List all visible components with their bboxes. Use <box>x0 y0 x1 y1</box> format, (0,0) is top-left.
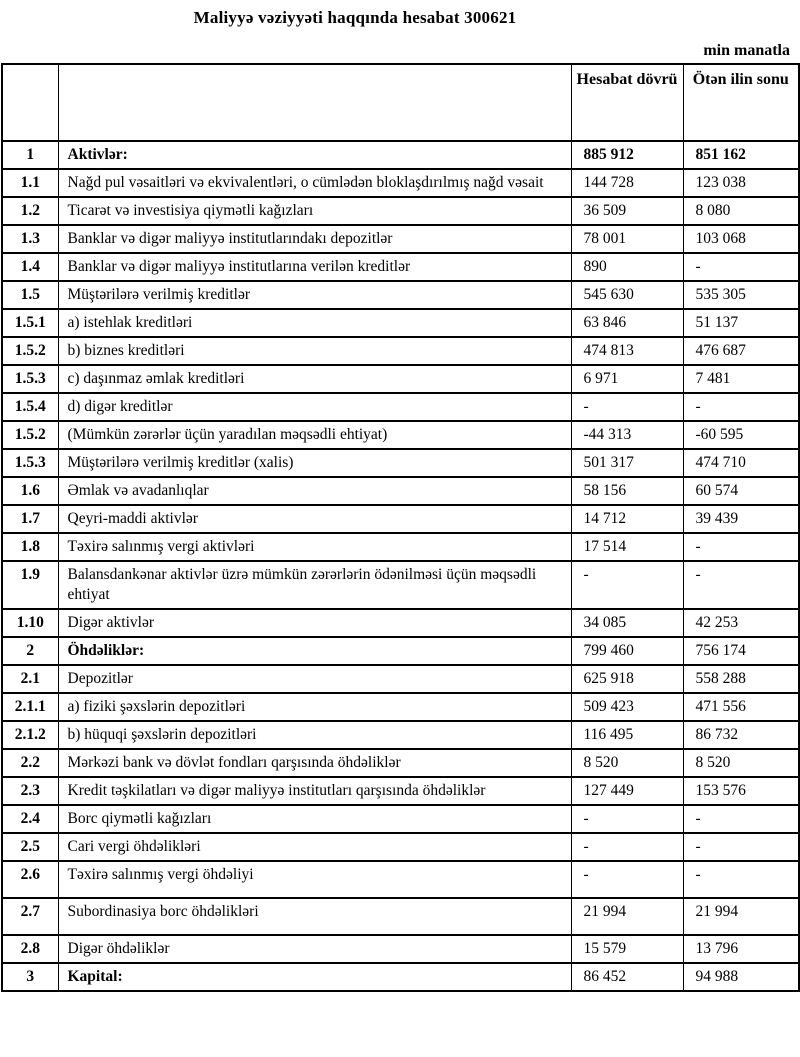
row-previous-value: 558 288 <box>683 665 799 693</box>
table-body <box>2 141 799 991</box>
row-label: Öhdəliklər: <box>58 637 571 665</box>
row-current-value: 885 912 <box>571 141 683 169</box>
row-previous-value: 7 481 <box>683 365 799 393</box>
row-previous-value: - <box>683 253 799 281</box>
table-row <box>2 609 799 637</box>
row-previous-value: 42 253 <box>683 609 799 637</box>
report-page <box>0 8 800 992</box>
row-current-value: - <box>571 561 683 609</box>
row-current-value: -44 313 <box>571 421 683 449</box>
row-previous-value: 8 520 <box>683 749 799 777</box>
row-previous-value: 51 137 <box>683 309 799 337</box>
row-label: d) digər kreditlər <box>58 393 571 421</box>
table-row <box>2 898 799 935</box>
table-row <box>2 393 799 421</box>
table-row <box>2 449 799 477</box>
table-row <box>2 505 799 533</box>
row-number: 2.5 <box>2 833 58 861</box>
row-current-value: 8 520 <box>571 749 683 777</box>
row-number: 1.5 <box>2 281 58 309</box>
row-previous-value: 471 556 <box>683 693 799 721</box>
row-previous-value: 86 732 <box>683 721 799 749</box>
header-label-cell <box>58 64 571 141</box>
row-label: Digər aktivlər <box>58 609 571 637</box>
row-number: 1.7 <box>2 505 58 533</box>
row-number: 1.3 <box>2 225 58 253</box>
table-row <box>2 197 799 225</box>
row-label: a) fiziki şəxslərin depozitləri <box>58 693 571 721</box>
table-row <box>2 861 799 898</box>
row-current-value: 890 <box>571 253 683 281</box>
row-number: 1.5.2 <box>2 337 58 365</box>
row-current-value: 86 452 <box>571 963 683 991</box>
row-previous-value: - <box>683 805 799 833</box>
row-label: b) biznes kreditləri <box>58 337 571 365</box>
table-row <box>2 365 799 393</box>
row-label: (Mümkün zərərlər üçün yaradılan məqsədli ehtiyat) <box>58 421 571 449</box>
row-current-value: 474 813 <box>571 337 683 365</box>
row-previous-value: 535 305 <box>683 281 799 309</box>
row-label: a) istehlak kreditləri <box>58 309 571 337</box>
report-title: Maliyyə vəziyyəti haqqında hesabat 300621 <box>193 8 517 27</box>
row-previous-value: 94 988 <box>683 963 799 991</box>
row-number: 1.4 <box>2 253 58 281</box>
row-number: 1.8 <box>2 533 58 561</box>
row-number: 2.1.1 <box>2 693 58 721</box>
row-number: 1.10 <box>2 609 58 637</box>
row-previous-value: 123 038 <box>683 169 799 197</box>
row-number: 2.2 <box>2 749 58 777</box>
row-current-value: 34 085 <box>571 609 683 637</box>
row-number: 2.6 <box>2 861 58 898</box>
row-label: Qeyri-maddi aktivlər <box>58 505 571 533</box>
row-current-value: 625 918 <box>571 665 683 693</box>
row-number: 2 <box>2 637 58 665</box>
row-current-value: 58 156 <box>571 477 683 505</box>
row-previous-value: 103 068 <box>683 225 799 253</box>
row-previous-value: - <box>683 393 799 421</box>
row-label: Müştərilərə verilmiş kreditlər <box>58 281 571 309</box>
table-row <box>2 533 799 561</box>
row-current-value: 63 846 <box>571 309 683 337</box>
row-previous-value: 39 439 <box>683 505 799 533</box>
row-label: Müştərilərə verilmiş kreditlər (xalis) <box>58 449 571 477</box>
table-row <box>2 253 799 281</box>
row-label: Əmlak və avadanlıqlar <box>58 477 571 505</box>
row-label: Təxirə salınmış vergi öhdəliyi <box>58 861 571 898</box>
table-row <box>2 935 799 963</box>
row-previous-value: 851 162 <box>683 141 799 169</box>
row-current-value: - <box>571 805 683 833</box>
table-row <box>2 833 799 861</box>
row-current-value: - <box>571 393 683 421</box>
row-previous-value: - <box>683 533 799 561</box>
row-number: 1.5.3 <box>2 449 58 477</box>
row-label: Kapital: <box>58 963 571 991</box>
table-row <box>2 169 799 197</box>
row-current-value: - <box>571 833 683 861</box>
row-current-value: 799 460 <box>571 637 683 665</box>
table-row <box>2 749 799 777</box>
row-current-value: 6 971 <box>571 365 683 393</box>
row-number: 2.3 <box>2 777 58 805</box>
row-previous-value: 476 687 <box>683 337 799 365</box>
table-row <box>2 225 799 253</box>
row-label: Subordinasiya borc öhdəlikləri <box>58 898 571 935</box>
row-previous-value: 8 080 <box>683 197 799 225</box>
table-row <box>2 693 799 721</box>
row-label: Balansdankənar aktivlər üzrə mümkün zərərlərin ödənilməsi üçün məqsədli ehtiyat <box>58 561 571 609</box>
unit-note: min manatla <box>703 42 790 59</box>
row-number: 1.5.1 <box>2 309 58 337</box>
table-row <box>2 281 799 309</box>
row-number: 1.6 <box>2 477 58 505</box>
row-label: Banklar və digər maliyyə institutlarındakı depozitlər <box>58 225 571 253</box>
row-number: 1.5.3 <box>2 365 58 393</box>
row-previous-value: - <box>683 561 799 609</box>
row-previous-value: 474 710 <box>683 449 799 477</box>
row-number: 2.1.2 <box>2 721 58 749</box>
row-previous-value: 153 576 <box>683 777 799 805</box>
table-row <box>2 477 799 505</box>
row-label: Digər öhdəliklər <box>58 935 571 963</box>
row-label: Aktivlər: <box>58 141 571 169</box>
row-current-value: 21 994 <box>571 898 683 935</box>
table-row <box>2 637 799 665</box>
row-current-value: 78 001 <box>571 225 683 253</box>
row-previous-value: 21 994 <box>683 898 799 935</box>
table-row <box>2 309 799 337</box>
table-row <box>2 721 799 749</box>
header-prev-year-end: Ötən ilin sonu <box>683 64 799 141</box>
row-current-value: 509 423 <box>571 693 683 721</box>
row-number: 1.9 <box>2 561 58 609</box>
row-current-value: 15 579 <box>571 935 683 963</box>
row-number: 2.7 <box>2 898 58 935</box>
row-label: Ticarət və investisiya qiymətli kağızları <box>58 197 571 225</box>
row-label: Borc qiymətli kağızları <box>58 805 571 833</box>
row-number: 1.5.4 <box>2 393 58 421</box>
table-row <box>2 665 799 693</box>
row-label: Depozitlər <box>58 665 571 693</box>
table-row <box>2 337 799 365</box>
row-number: 1.2 <box>2 197 58 225</box>
row-label: Təxirə salınmış vergi aktivləri <box>58 533 571 561</box>
header-reporting-period: Hesabat dövrü <box>571 64 683 141</box>
row-label: Cari vergi öhdəlikləri <box>58 833 571 861</box>
row-number: 3 <box>2 963 58 991</box>
header-row <box>2 64 799 141</box>
row-number: 2.8 <box>2 935 58 963</box>
row-label: Kredit təşkilatları və digər maliyyə institutları qarşısında öhdəliklər <box>58 777 571 805</box>
row-previous-value: 60 574 <box>683 477 799 505</box>
row-current-value: 36 509 <box>571 197 683 225</box>
row-current-value: 144 728 <box>571 169 683 197</box>
row-label: b) hüquqi şəxslərin depozitləri <box>58 721 571 749</box>
row-current-value: 545 630 <box>571 281 683 309</box>
row-label: c) daşınmaz əmlak kreditləri <box>58 365 571 393</box>
financial-position-table <box>1 63 800 992</box>
row-label: Nağd pul vəsaitləri və ekvivalentləri, o cümlədən bloklaşdırılmış nağd vəsait <box>58 169 571 197</box>
row-label: Mərkəzi bank və dövlət fondları qarşısında öhdəliklər <box>58 749 571 777</box>
row-previous-value: 756 174 <box>683 637 799 665</box>
row-current-value: - <box>571 861 683 898</box>
row-current-value: 116 495 <box>571 721 683 749</box>
table-header <box>2 64 799 141</box>
table-row <box>2 805 799 833</box>
row-previous-value: - <box>683 833 799 861</box>
table-row <box>2 777 799 805</box>
row-previous-value: -60 595 <box>683 421 799 449</box>
row-number: 1 <box>2 141 58 169</box>
row-number: 1.5.2 <box>2 421 58 449</box>
header-number-cell <box>2 64 58 141</box>
row-number: 1.1 <box>2 169 58 197</box>
table-row <box>2 963 799 991</box>
row-current-value: 127 449 <box>571 777 683 805</box>
row-current-value: 501 317 <box>571 449 683 477</box>
table-row <box>2 561 799 609</box>
row-label: Banklar və digər maliyyə institutlarına verilən kreditlər <box>58 253 571 281</box>
row-previous-value: - <box>683 861 799 898</box>
row-current-value: 14 712 <box>571 505 683 533</box>
table-row <box>2 421 799 449</box>
row-number: 2.1 <box>2 665 58 693</box>
row-previous-value: 13 796 <box>683 935 799 963</box>
table-row <box>2 141 799 169</box>
row-current-value: 17 514 <box>571 533 683 561</box>
row-number: 2.4 <box>2 805 58 833</box>
